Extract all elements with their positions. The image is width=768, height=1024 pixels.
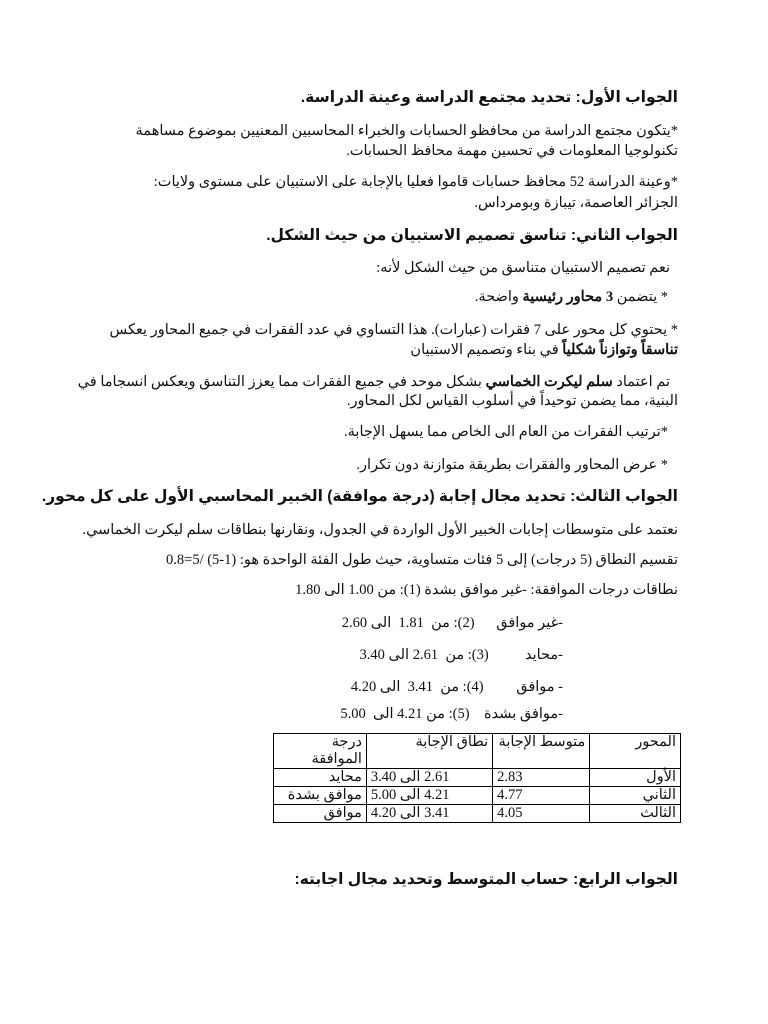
- cell-axis: الثاني: [590, 787, 681, 805]
- col-header-mean: متوسط الإجابة: [493, 734, 590, 769]
- table-row: [274, 769, 681, 787]
- q2-bullet-likert-line2: البنية، مما يضمن توحيداً في أسلوب القياس لكل المحاور.: [346, 393, 678, 409]
- cell-agreement: محايد: [274, 769, 367, 787]
- q3-method: نعتمد على متوسطات إجابات الخبير الأول الواردة في الجدول، ونقارنها بنطاقات سلم ليكرت الخماسي.: [82, 522, 678, 538]
- q2-bullet-items-bold: تناسقاً وتوازناً شكلياً: [562, 342, 678, 358]
- cell-range: 4.21 الى 5.00: [366, 787, 492, 805]
- cell-agreement: موافق: [274, 805, 367, 823]
- cell-agreement: موافق بشدة: [274, 787, 367, 805]
- table-row: [274, 805, 681, 823]
- cell-axis: الأول: [590, 769, 681, 787]
- cell-range: 3.41 الى 4.20: [366, 805, 492, 823]
- q3-interval: تقسيم النطاق (5 درجات) إلى 5 فئات متساوية، حيث طول الفئة الواحدة هو: (1-5) /5=0.8: [166, 552, 678, 568]
- q3-range-2: -غير موافق (2): من 1.81 الى 2.60: [341, 615, 563, 631]
- cell-mean: 4.05: [493, 805, 590, 823]
- heading-answer-2: الجواب الثاني: تناسق تصميم الاستبيان من حيث الشكل.: [266, 227, 678, 244]
- q1-sample-line1: *وعينة الدراسة 52 محافظ حسابات قاموا فعليا بالإجابة على الاستبيان على مستوى ولايات:: [153, 174, 678, 190]
- q2-bullet-axes: * يتضمن 3 محاور رئيسية واضحة.: [474, 289, 668, 305]
- heading-answer-3: الجواب الثالث: تحديد مجال إجابة (درجة موافقة) الخبير المحاسبي الأول على كل محور.: [41, 488, 678, 505]
- col-header-agreement: درجة الموافقة: [274, 734, 367, 769]
- table-row: [274, 787, 681, 805]
- q1-population-line2: تكنولوجيا المعلومات في تحسين مهمة محافظ الحسابات.: [346, 143, 678, 159]
- cell-mean: 2.83: [493, 769, 590, 787]
- cell-range: 2.61 الى 3.40: [366, 769, 492, 787]
- q3-range-3: -محايد (3): من 2.61 الى 3.40: [359, 647, 563, 663]
- col-header-axis: المحور: [590, 734, 681, 769]
- q2-bullet-axes-bold: 3 محاور رئيسية: [522, 289, 614, 305]
- col-header-range: نطاق الإجابة: [366, 734, 492, 769]
- q2-bullet-order: *ترتيب الفقرات من العام الى الخاص مما يسهل الإجابة.: [344, 424, 668, 440]
- q2-bullet-likert-bold: سلم ليكرت الخماسي: [485, 374, 613, 390]
- table-header-row: [274, 734, 681, 769]
- q1-population-line1: *يتكون مجتمع الدراسة من محافظو الحسابات والخبراء المحاسبين المعنيين بموضوع مساهمة: [135, 123, 678, 139]
- q3-range-1: نطاقات درجات الموافقة: -غير موافق بشدة (1): من 1.00 الى 1.80: [295, 582, 678, 598]
- q1-sample-line2: الجزائر العاصمة، تيبازة وبومرداس.: [474, 195, 678, 211]
- q2-bullet-items-line1: * يحتوي كل محور على 7 فقرات (عبارات). هذا التساوي في عدد الفقرات في جميع المحاور يعكس: [109, 322, 678, 338]
- q3-range-4: - موافق (4): من 3.41 الى 4.20: [350, 679, 563, 695]
- q2-bullet-balance: * عرض المحاور والفقرات بطريقة متوازنة دون تكرار.: [356, 457, 668, 473]
- results-table: [273, 733, 681, 823]
- q3-range-5: -موافق بشدة (5): من 4.21 الى 5.00: [340, 706, 563, 722]
- cell-axis: الثالث: [590, 805, 681, 823]
- heading-answer-1: الجواب الأول: تحديد مجتمع الدراسة وعينة الدراسة.: [300, 89, 678, 106]
- q2-intro: نعم تصميم الاستبيان متناسق من حيث الشكل لأنه:: [376, 260, 670, 276]
- heading-answer-4: الجواب الرابع: حساب المتوسط وتحديد مجال اجابته:: [294, 871, 678, 888]
- q2-bullet-likert-line1: تم اعتماد سلم ليكرت الخماسي بشكل موحد في جميع الفقرات مما يعزز التناسق ويعكس انسجاما في: [77, 374, 670, 390]
- cell-mean: 4.77: [493, 787, 590, 805]
- q2-bullet-items-line2: تناسقاً وتوازناً شكلياً في بناء وتصميم الاستبيان: [410, 342, 678, 358]
